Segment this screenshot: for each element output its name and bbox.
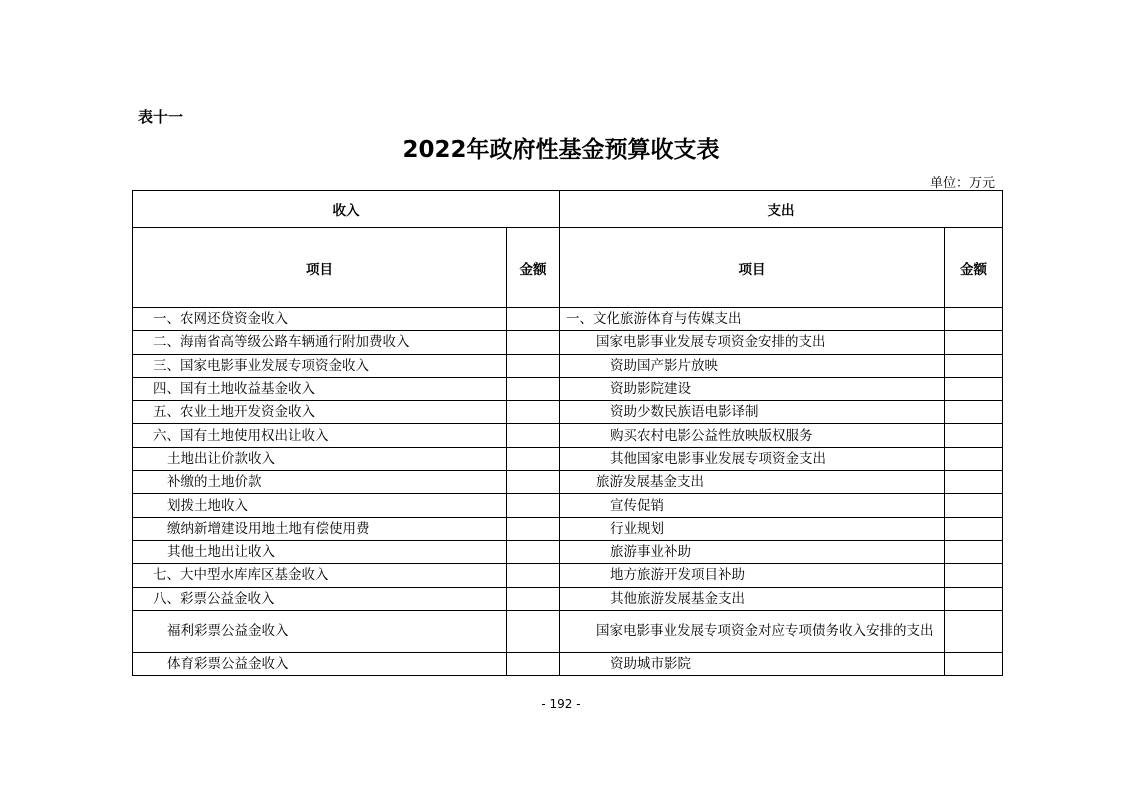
income-item-cell: 土地出让价款收入 [133,447,507,470]
expenditure-item-cell: 资助少数民族语电影译制 [560,401,945,424]
income-amount-cell [507,401,560,424]
expenditure-amount-cell [945,424,1003,447]
expenditure-amount-cell [945,308,1003,331]
income-item-header: 项目 [133,228,507,308]
expenditure-amount-cell [945,652,1003,675]
expenditure-amount-cell [945,447,1003,470]
income-item-cell: 缴纳新增建设用地土地有偿使用费 [133,517,507,540]
expenditure-item-header: 项目 [560,228,945,308]
page-number: - 192 - [541,697,581,711]
table-row [133,354,1003,377]
income-amount-cell [507,517,560,540]
expenditure-amount-cell [945,331,1003,354]
table-row [133,424,1003,447]
table-row [133,377,1003,400]
expenditure-item-cell: 其他国家电影事业发展专项资金支出 [560,447,945,470]
expenditure-item-cell: 旅游事业补助 [560,540,945,563]
expenditure-item-cell: 地方旅游开发项目补助 [560,564,945,587]
expenditure-item-cell: 其他旅游发展基金支出 [560,587,945,610]
income-amount-cell [507,610,560,652]
expenditure-amount-cell [945,564,1003,587]
section-header-row [133,191,1003,228]
income-amount-cell [507,354,560,377]
expenditure-section-header: 支出 [560,191,1003,228]
table-row [133,652,1003,675]
income-item-cell: 三、国家电影事业发展专项资金收入 [133,354,507,377]
column-header-row [133,228,1003,308]
income-amount-cell [507,377,560,400]
income-amount-header: 金额 [507,228,560,308]
income-item-cell: 补缴的土地价款 [133,471,507,494]
income-item-cell: 划拨土地收入 [133,494,507,517]
income-amount-cell [507,471,560,494]
income-amount-cell [507,652,560,675]
table-row [133,308,1003,331]
unit-note: 单位：万元 [929,176,995,191]
expenditure-amount-cell [945,587,1003,610]
income-amount-cell [507,308,560,331]
expenditure-item-cell: 一、文化旅游体育与传媒支出 [560,308,945,331]
table-row [133,517,1003,540]
income-item-cell: 福利彩票公益金收入 [133,610,507,652]
expenditure-amount-cell [945,471,1003,494]
income-item-cell: 体育彩票公益金收入 [133,652,507,675]
expenditure-item-cell: 行业规划 [560,517,945,540]
budget-table [132,190,1003,676]
income-amount-cell [507,540,560,563]
income-item-cell: 八、彩票公益金收入 [133,587,507,610]
table-row [133,401,1003,424]
table-row [133,494,1003,517]
expenditure-item-cell: 国家电影事业发展专项资金对应专项债务收入安排的支出 [560,610,945,652]
expenditure-amount-cell [945,377,1003,400]
table-label: 表十一 [138,108,184,126]
expenditure-item-cell: 宣传促销 [560,494,945,517]
income-item-cell: 五、农业土地开发资金收入 [133,401,507,424]
expenditure-item-cell: 资助城市影院 [560,652,945,675]
expenditure-amount-cell [945,517,1003,540]
income-section-header: 收入 [133,191,560,228]
table-row [133,331,1003,354]
expenditure-item-cell: 资助国产影片放映 [560,354,945,377]
income-amount-cell [507,424,560,447]
income-item-cell: 一、农网还贷资金收入 [133,308,507,331]
expenditure-amount-cell [945,540,1003,563]
income-item-cell: 六、国有土地使用权出让收入 [133,424,507,447]
table-row [133,564,1003,587]
expenditure-item-cell: 购买农村电影公益性放映版权服务 [560,424,945,447]
expenditure-amount-cell [945,610,1003,652]
table-row [133,447,1003,470]
table-row [133,471,1003,494]
expenditure-item-cell: 国家电影事业发展专项资金安排的支出 [560,331,945,354]
page-title: 2022年政府性基金预算收支表 [402,137,720,163]
income-item-cell: 其他土地出让收入 [133,540,507,563]
income-amount-cell [507,494,560,517]
income-amount-cell [507,564,560,587]
table-row [133,587,1003,610]
income-item-cell: 七、大中型水库库区基金收入 [133,564,507,587]
income-amount-cell [507,331,560,354]
expenditure-item-cell: 资助影院建设 [560,377,945,400]
table-body [133,308,1003,676]
expenditure-amount-cell [945,494,1003,517]
table-row [133,540,1003,563]
income-amount-cell [507,447,560,470]
income-item-cell: 二、海南省高等级公路车辆通行附加费收入 [133,331,507,354]
table-row [133,610,1003,652]
income-item-cell: 四、国有土地收益基金收入 [133,377,507,400]
expenditure-item-cell: 旅游发展基金支出 [560,471,945,494]
expenditure-amount-header: 金额 [945,228,1003,308]
income-amount-cell [507,587,560,610]
expenditure-amount-cell [945,354,1003,377]
expenditure-amount-cell [945,401,1003,424]
